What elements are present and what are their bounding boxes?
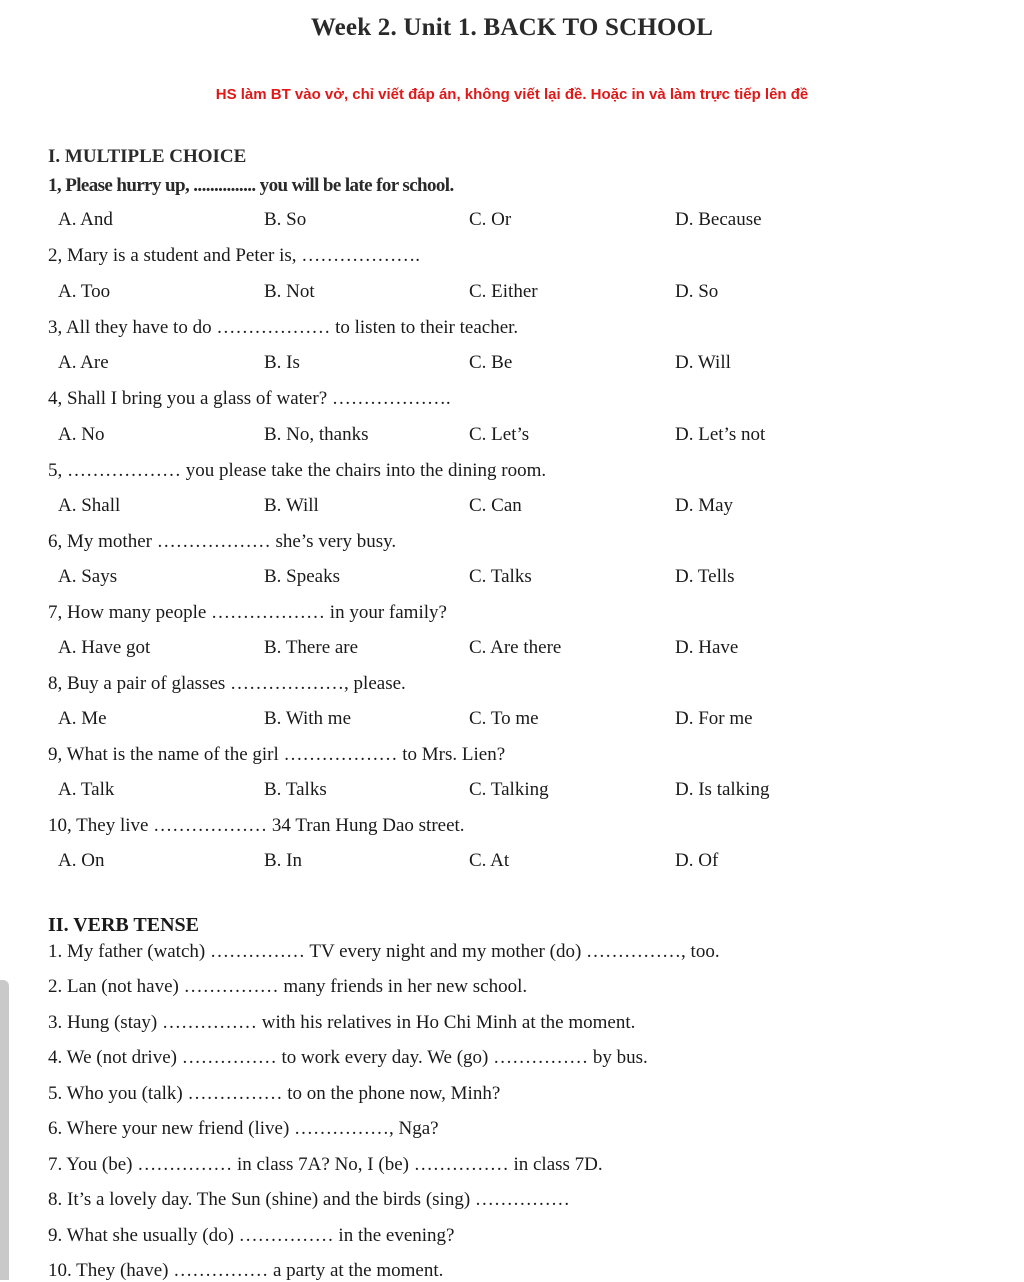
verb-tense-item-7: 7. You (be) …………… in class 7A? No, I (be) …………… in class 7D.	[48, 1154, 603, 1175]
mc-options-9	[0, 779, 1024, 805]
option-b: B. Not	[264, 281, 315, 302]
option-b: B. Talks	[264, 779, 327, 800]
option-b: B. With me	[264, 708, 352, 729]
mc-question-9: 9, What is the name of the girl ……………… to Mrs. Lien?	[48, 744, 506, 765]
option-b: B. There are	[264, 637, 359, 658]
option-d: D. Have	[675, 637, 739, 658]
mc-options-6	[0, 566, 1024, 592]
mc-options-4	[0, 424, 1024, 450]
option-d: D. So	[675, 281, 719, 302]
mc-question-4: 4, Shall I bring you a glass of water? ……………….	[48, 388, 451, 409]
verb-tense-item-10: 10. They (have) …………… a party at the moment.	[48, 1260, 444, 1281]
option-a: A. And	[58, 209, 113, 230]
option-b: B. Is	[264, 352, 300, 373]
option-d: D. Is talking	[675, 779, 770, 800]
page-title: Week 2. Unit 1. BACK TO SCHOOL	[310, 14, 714, 41]
option-b: B. No, thanks	[264, 424, 369, 445]
option-c: C. Talks	[469, 566, 532, 587]
option-c: C. Or	[469, 209, 512, 230]
mc-question-5: 5, ……………… you please take the chairs into the dining room.	[48, 460, 547, 481]
verb-tense-item-4: 4. We (not drive) …………… to work every day. We (go) …………… by bus.	[48, 1047, 648, 1068]
option-a: A. Are	[58, 352, 109, 373]
option-c: C. At	[469, 850, 510, 871]
option-b: B. In	[264, 850, 302, 871]
option-a: A. On	[58, 850, 105, 871]
verb-tense-item-1: 1. My father (watch) …………… TV every night and my mother (do) ……………, too.	[48, 941, 720, 962]
option-d: D. Will	[675, 352, 731, 373]
option-c: C. Either	[469, 281, 538, 302]
option-a: A. Says	[58, 566, 118, 587]
option-d: D. Because	[675, 209, 762, 230]
option-c: C. Are there	[469, 637, 562, 658]
option-a: A. Have got	[58, 637, 151, 658]
option-a: A. Too	[58, 281, 111, 302]
mc-question-2: 2, Mary is a student and Peter is, ……………….	[48, 245, 421, 266]
mc-question-1: 1, Please hurry up, ............... you will be late for school.	[48, 175, 454, 196]
option-d: D. For me	[675, 708, 753, 729]
verb-tense-item-5: 5. Who you (talk) …………… to on the phone now, Minh?	[48, 1083, 501, 1104]
mc-options-2	[0, 281, 1024, 307]
option-d: D. Let’s not	[675, 424, 766, 445]
section-heading-verb-tense: II. VERB TENSE	[48, 914, 199, 936]
verb-tense-item-2: 2. Lan (not have) …………… many friends in her new school.	[48, 976, 528, 997]
option-c: C. Let’s	[469, 424, 530, 445]
mc-options-3	[0, 352, 1024, 378]
verb-tense-item-9: 9. What she usually (do) …………… in the evening?	[48, 1225, 455, 1246]
option-b: B. Speaks	[264, 566, 340, 587]
option-a: A. Shall	[58, 495, 121, 516]
instruction-note: HS làm BT vào vở, chỉ viết đáp án, không viết lại đề. Hoặc in và làm trực tiếp lên đề	[215, 86, 809, 103]
mc-options-10	[0, 850, 1024, 876]
option-a: A. Me	[58, 708, 107, 729]
mc-question-3: 3, All they have to do ……………… to listen to their teacher.	[48, 317, 519, 338]
option-c: C. Talking	[469, 779, 549, 800]
option-d: D. Tells	[675, 566, 735, 587]
verb-tense-item-6: 6. Where your new friend (live) ……………, Nga?	[48, 1118, 439, 1139]
option-a: A. Talk	[58, 779, 115, 800]
mc-options-7	[0, 637, 1024, 663]
option-b: B. So	[264, 209, 307, 230]
mc-options-8	[0, 708, 1024, 734]
option-c: C. Can	[469, 495, 522, 516]
verb-tense-item-8: 8. It’s a lovely day. The Sun (shine) and the birds (sing) ……………	[48, 1189, 570, 1210]
mc-question-8: 8, Buy a pair of glasses ………………, please.	[48, 673, 406, 694]
option-c: C. Be	[469, 352, 513, 373]
mc-question-7: 7, How many people ……………… in your family?	[48, 602, 447, 623]
option-d: D. Of	[675, 850, 719, 871]
mc-question-10: 10, They live ……………… 34 Tran Hung Dao street.	[48, 815, 465, 836]
option-a: A. No	[58, 424, 105, 445]
section-heading-multiple-choice: I. MULTIPLE CHOICE	[48, 146, 247, 167]
page-edge-shadow	[0, 980, 9, 1280]
option-b: B. Will	[264, 495, 319, 516]
option-d: D. May	[675, 495, 734, 516]
mc-question-6: 6, My mother ……………… she’s very busy.	[48, 531, 397, 552]
mc-options-5	[0, 495, 1024, 521]
verb-tense-item-3: 3. Hung (stay) …………… with his relatives in Ho Chi Minh at the moment.	[48, 1012, 636, 1033]
mc-options-1	[0, 209, 1024, 235]
option-c: C. To me	[469, 708, 539, 729]
